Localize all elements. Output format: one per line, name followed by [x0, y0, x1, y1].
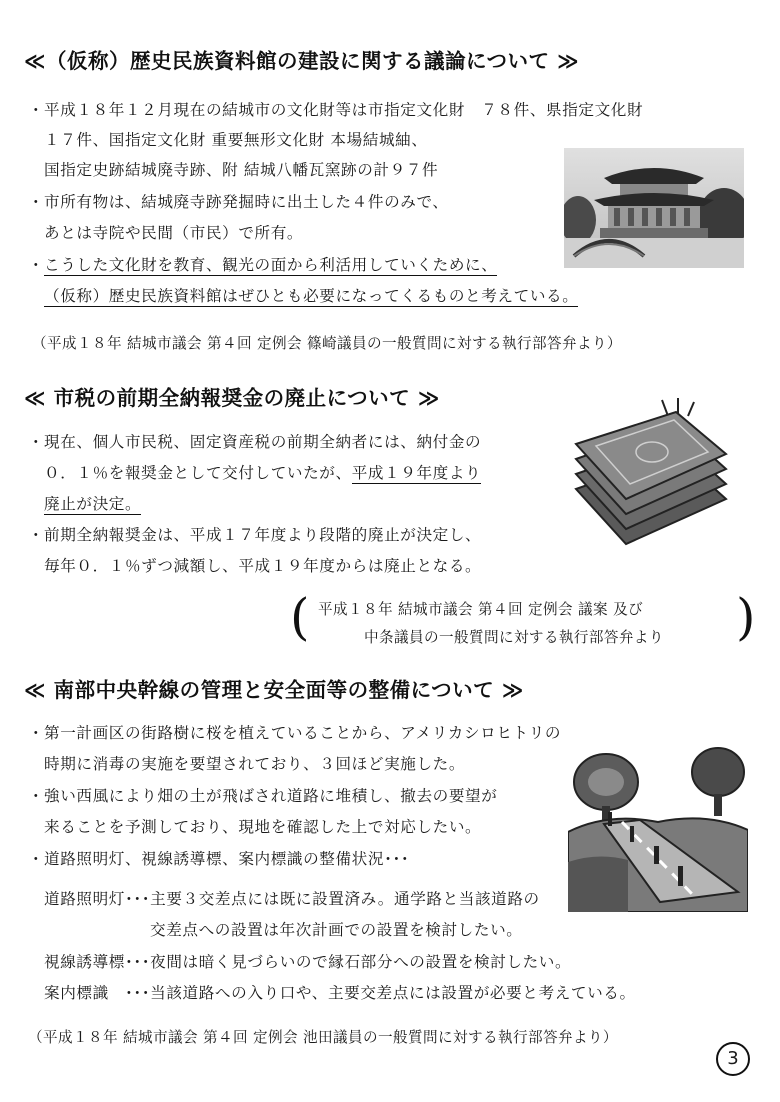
bullet: ・	[28, 526, 45, 544]
bullet: ・	[28, 850, 45, 868]
section1-line-2: １７件、国指定文化財 重要無形文化財 本場結城紬、	[44, 131, 428, 149]
section2-heading: ≪ 市税の前期全納報奨金の廃止について ≫	[24, 386, 440, 410]
bullet: ・	[28, 433, 45, 451]
section3-line-3: ・強い西風により畑の土が飛ばされ道路に堆積し、撤去の要望が	[28, 784, 497, 806]
bullet: ・	[28, 787, 45, 805]
section3-line-1: ・第一計画区の街路樹に桜を植えていることから、アメリカシロヒトリの	[28, 721, 561, 743]
section2-line-2: ０．１％を報奨金として交付していたが、平成１９年度より	[44, 464, 482, 482]
section3-item-2: 視線誘導標･･･夜間は暗く見づらいので縁石部分への設置を検討したい。	[44, 953, 572, 971]
section2-line-5: 毎年０．１％ずつ減額し、平成１９年度からは廃止となる。	[44, 557, 482, 575]
section1-line-3: 国指定史跡結城廃寺跡、附 結城八幡瓦窯跡の計９７件	[44, 161, 439, 179]
source-open-paren: (	[290, 588, 310, 646]
section1-line-1: ・平成１８年１２月現在の結城市の文化財等は市指定文化財 ７８件、県指定文化財	[28, 98, 643, 120]
section3-item-1-cont: 交差点への設置は年次計画での設置を検討したい。	[150, 921, 523, 939]
section3-line-4: 来ることを予測しており、現地を確認した上で対応したい。	[44, 818, 482, 836]
bullet: ・	[28, 193, 45, 211]
section3-line-5: ・道路照明灯、視線誘導標、案内標識の整備状況･･･	[28, 847, 409, 869]
section3-item-1: 道路照明灯･･･主要３交差点には既に設置済み。通学路と当該道路の	[44, 890, 540, 908]
museum-building-illustration	[564, 148, 744, 268]
bullet: ・	[28, 256, 45, 274]
section3-line-2: 時期に消毒の実施を要望されており、３回ほど実施した。	[44, 755, 466, 773]
section3-heading: ≪ 南部中央幹線の管理と安全面等の整備について ≫	[24, 678, 524, 702]
section2-line-3: 廃止が決定。	[44, 495, 142, 513]
section2-source-2: 中条議員の一般質問に対する執行部答弁より	[364, 629, 664, 646]
bullet: ・	[28, 724, 45, 742]
section3-source: （平成１８年 結城市議会 第４回 定例会 池田議員の一般質問に対する執行部答弁より）	[28, 1029, 618, 1046]
section2-line-4: ・前期全納報奨金は、平成１７年度より段階的廃止が決定し、	[28, 523, 481, 545]
bullet: ・	[28, 101, 45, 119]
section1-line-4: ・市所有物は、結城廃寺跡発掘時に出土した４件のみで、	[28, 190, 449, 212]
section1-source: （平成１８年 結城市議会 第４回 定例会 篠崎議員の一般質問に対する執行部答弁より）	[32, 335, 622, 352]
banknotes-illustration	[566, 394, 736, 554]
section3-item-3: 案内標識 ･･･当該道路への入り口や、主要交差点には設置が必要と考えている。	[44, 984, 636, 1002]
page-number: 3	[716, 1042, 750, 1076]
section1-line-6: ・こうした文化財を教育、観光の面から利活用していくために、	[28, 253, 497, 275]
source-close-paren: )	[736, 588, 756, 646]
road-trees-illustration	[568, 742, 748, 912]
section1-heading: ≪（仮称）歴史民族資料館の建設に関する議論について ≫	[24, 49, 580, 73]
section1-line-5: あとは寺院や民間（市民）で所有。	[44, 224, 304, 242]
section2-source-1: 平成１８年 結城市議会 第４回 定例会 議案 及び	[318, 601, 644, 618]
section2-line-1: ・現在、個人市民税、固定資産税の前期全納者には、納付金の	[28, 430, 481, 452]
section1-line-7: （仮称）歴史民族資料館はぜひとも必要になってくるものと考えている。	[44, 287, 579, 305]
